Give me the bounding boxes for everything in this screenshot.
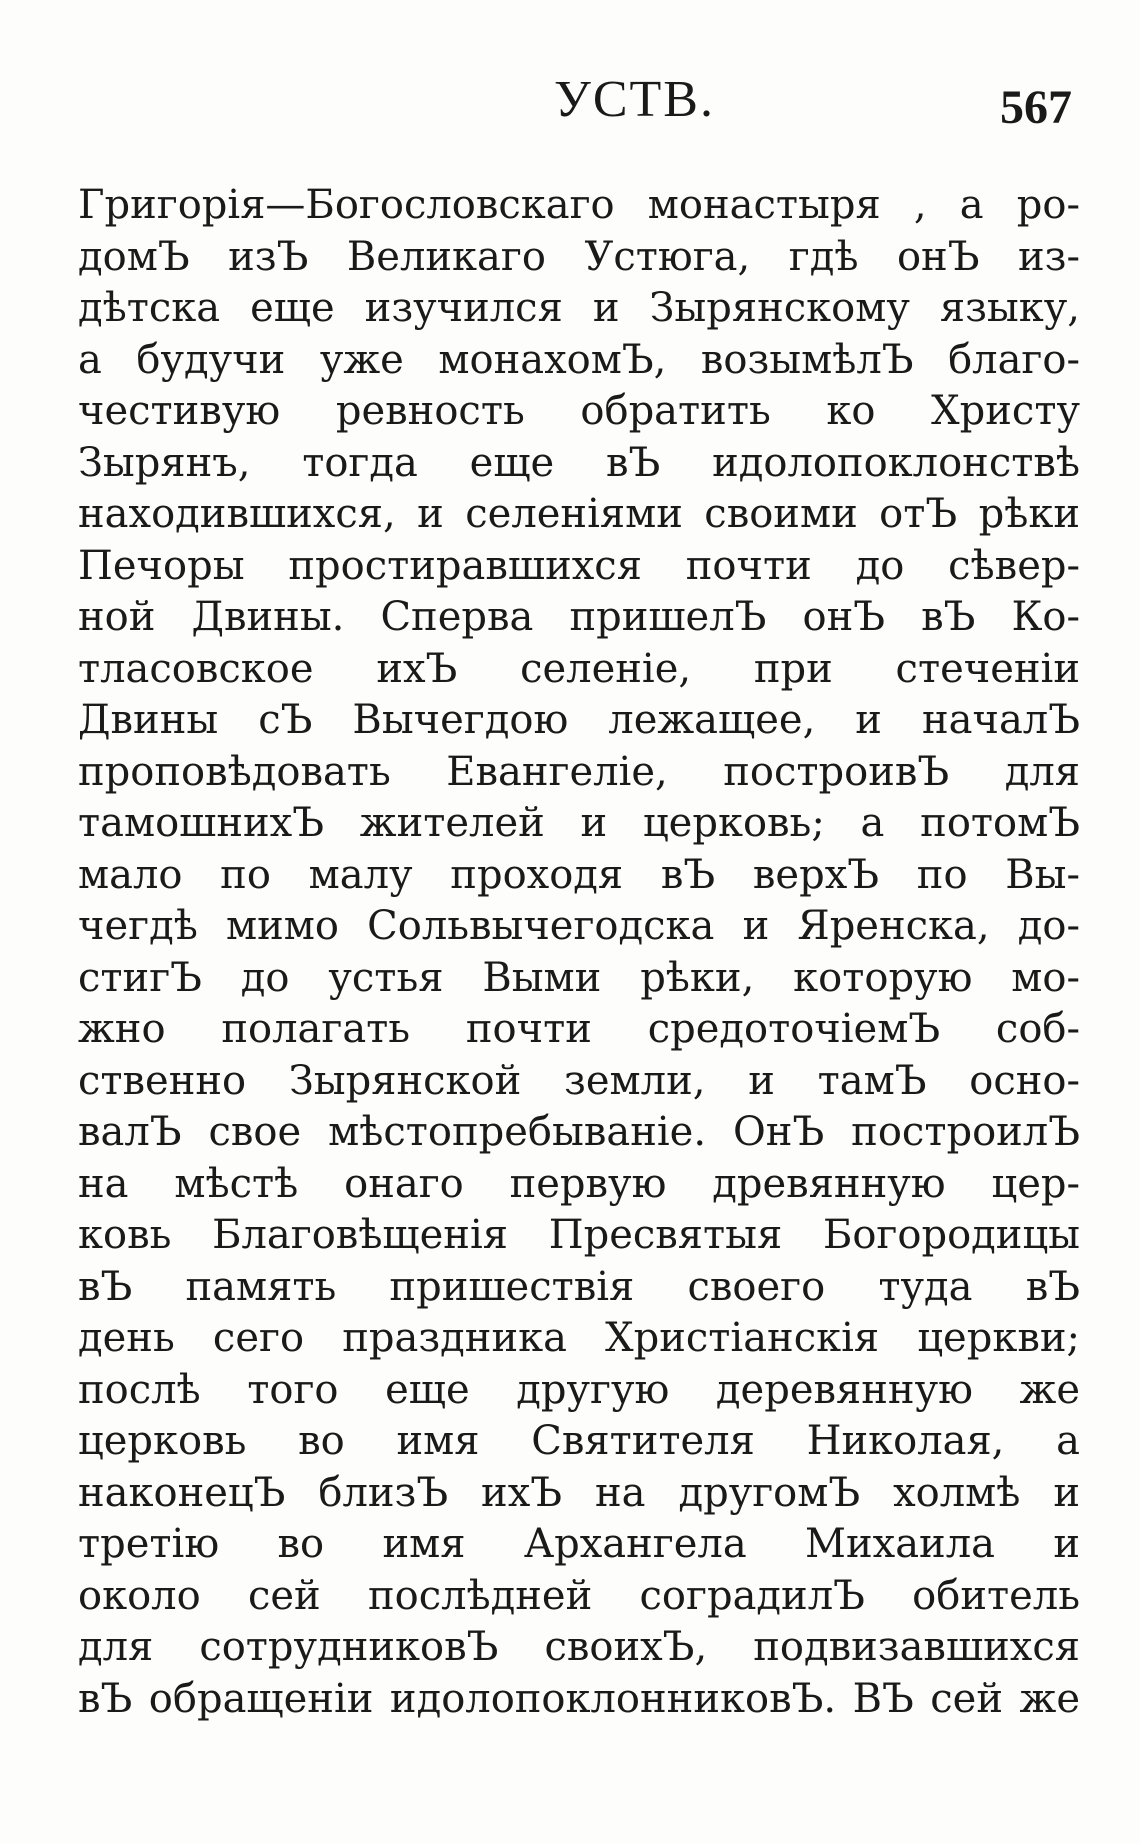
- text-line: третію во имя Архангела Михаила и: [78, 1521, 1080, 1567]
- text-line: Зырянъ, тогда еще вЪ идолопоклонствѣ: [78, 439, 1080, 486]
- text-line: находившихся, и селеніями своими отЪ рѣки: [78, 491, 1080, 537]
- page-number: 567: [1000, 81, 1072, 134]
- text-line: проповѣдовать Евангеліе, построивЪ для: [78, 748, 1080, 795]
- text-line: послѣ того еще другую деревянную же: [78, 1366, 1080, 1413]
- text-line: Двины сЪ Вычегдою лежащее, и началЪ: [78, 697, 1080, 743]
- text-line: ственно Зырянской земли, и тамЪ осно-: [78, 1057, 1080, 1104]
- text-line: ной Двины. Сперва пришелЪ онЪ вЪ Ко-: [78, 594, 1080, 640]
- text-line: для сотрудниковЪ своихЪ, подвизавшихся: [78, 1624, 1080, 1670]
- text-line: ковь Благовѣщенія Пресвятыя Богородицы: [78, 1212, 1080, 1258]
- text-line: чегдѣ мимо Сольвычегодска и Яренска, до-: [78, 903, 1080, 949]
- text-line: тласовское ихЪ селеніе, при стеченіи: [78, 645, 1080, 692]
- text-line: Григорія—Богословскаго монастыря , а ро-: [78, 182, 1080, 228]
- text-line: валЪ свое мѣстопребываніе. ОнЪ построилЪ: [78, 1109, 1080, 1155]
- text-line: дѣтска еще изучился и Зырянскому языку,: [78, 285, 1080, 331]
- text-line: честивую ревность обратить ко Христу: [78, 388, 1080, 434]
- text-line: а будучи уже монахомЪ, возымѣлЪ благо-: [78, 336, 1080, 383]
- text-line: стигЪ до устья Выми рѣки, которую мо-: [78, 954, 1080, 1001]
- text-line: домЪ изЪ Великаго Устюга, гдѣ онЪ из-: [78, 233, 1080, 280]
- text-line: около сей послѣдней соградилЪ обитель: [78, 1572, 1080, 1619]
- text-line: тамошнихЪ жителей и церковь; а потомЪ: [78, 800, 1080, 846]
- text-line: день сего праздника Христіанскія церкви;: [78, 1315, 1080, 1361]
- text-line: вЪ память пришествія своего туда вЪ: [78, 1263, 1080, 1310]
- text-line: вЪ обращеніи идолопоклонниковЪ. ВЪ сей же: [78, 1675, 1080, 1722]
- text-line: наконецЪ близЪ ихЪ на другомЪ холмѣ и: [78, 1469, 1080, 1516]
- body-text: [78, 180, 1080, 1725]
- text-line: жно полагать почти средоточіемЪ соб-: [78, 1006, 1080, 1052]
- running-head: УСТВ.: [554, 71, 715, 128]
- text-line: церковь во имя Святителя Николая, а: [78, 1418, 1080, 1464]
- text-line: мало по малу проходя вЪ верхЪ по Вы-: [78, 851, 1080, 898]
- text-line: на мѣстѣ онаго первую древянную цер-: [78, 1160, 1080, 1207]
- text-line: Печоры простиравшихся почти до сѣвер-: [78, 542, 1080, 589]
